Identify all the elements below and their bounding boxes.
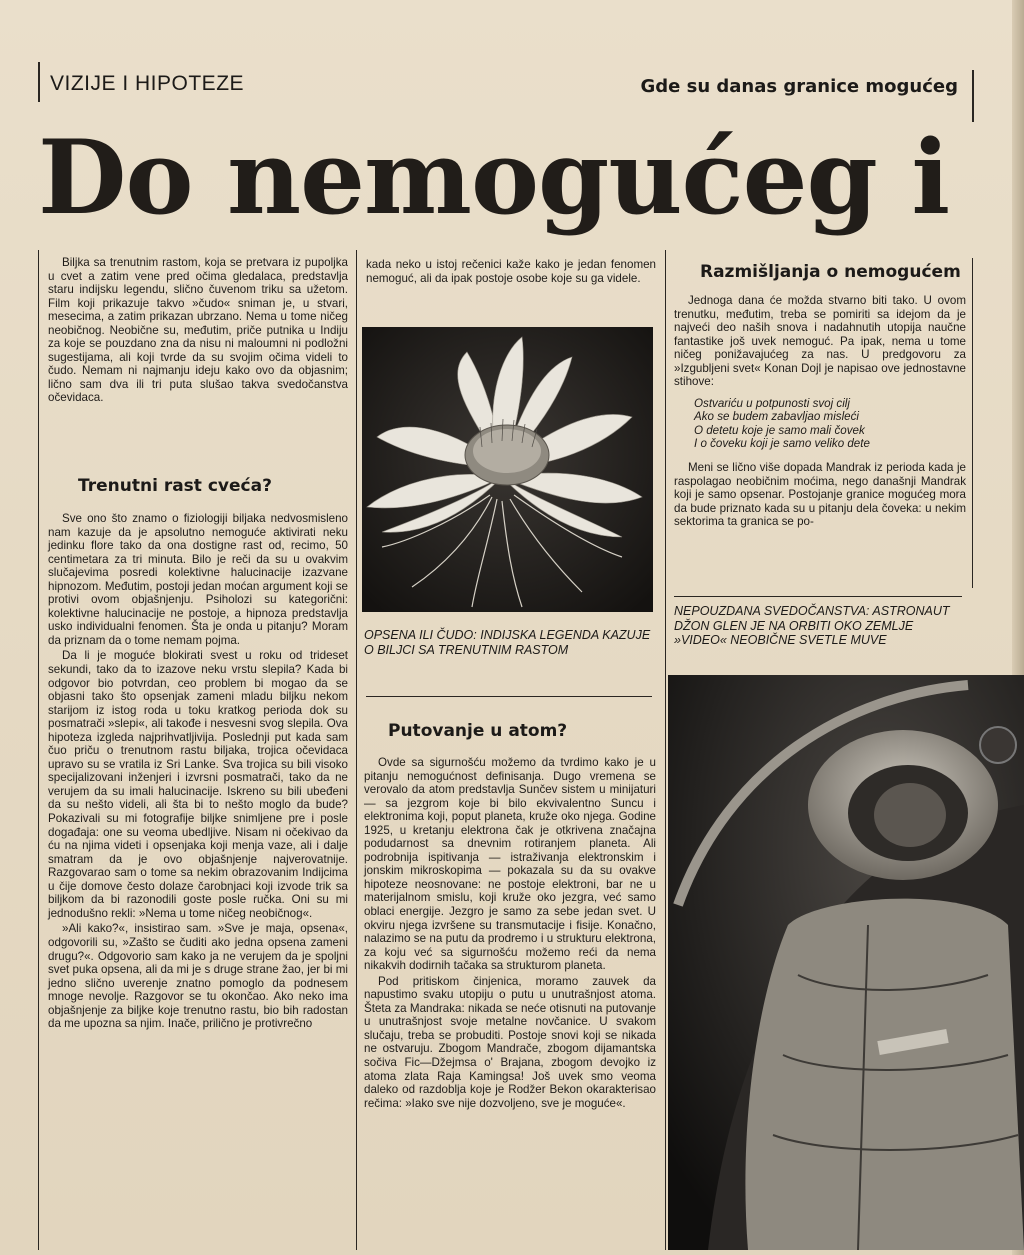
- astronaut-illustration: [668, 675, 1024, 1250]
- col1-paragraph-2: Da li je moguće blokirati svest u roku od trideset sekundi, tako da to izazove neku vrstu slepila? Kada bi odgovor bio potvrdan, ceo problem bi mogao da se objasni tako što opsenjak zameni mladu biljku nekom starijom iz istog roda u toku kratkog perioda dok su posmatrači »slepi«, ali takođe i nesvesni svog slepila. Ova hipoteza izgleda najprihvatljivija. Poslednji put kada sam čuo priču o trenutnom rastu biljaka, trojica očevidaca upravo su se vratila iz Sri Lanke. Sva trojica su bili visoko specijalizovani inženjeri i izvrsni posmatrači, tako da ne verujem da su imali halucinacije. Iskreno su bili ubeđeni da su nešto videli, ali šta bi to nešto moglo da bude? Pokazivali su mi fotografije biljke snimljene pre i posle događaja: one su veoma ubedljive. Nisam ni očekivao da ću na njima videti i opsenjaka koji menja vaze, ali i dalje smatram da je ovo objašnjenje najverovatnije. Razgovarao sam o tome sa nekim obrazovanim Indijcima u čije domove često dolaze čarobnjaci koji izvode trik sa biljkom da bi razonodili goste posle ručka. Oni su mi jednodušno rekli: »Nema u tome ničeg neobičnog«.: [48, 649, 348, 920]
- kicker-rule: [972, 70, 974, 122]
- col2-paragraph-2: Pod pritiskom činjenica, moramo zauvek da napustimo svaku utopiju o putu u unutrašnjost atoma. Šteta za Mandraka: nikada se neće otisnuti na putovanje u unutrašnjost svoje metalne novčanice. U svakom slučaju, treba se probuditi. Postoje snovi koji se nikada ne ostvaruju. Zbogom Mandrače, zbogom dijamantska sočiva Fic—Džejmsa o' Brajana, zbogom devojko iz atoma zlata Raja Kamingsa! Još uvek smo veoma daleko od razdoblja koje je Rodžer Bekon okarakterisao rečima: »Iako sve nije dozvoljeno, sve je moguće«.: [364, 974, 656, 1110]
- poem-block: [674, 397, 966, 451]
- col3-paragraph-1: Jednoga dana će možda stvarno biti tako. U ovom trenutku, međutim, treba se pomiriti sa idejom da je najveći deo naših snova i nadahnutih utopija naučne fantastike još uvek nemoguć. Pa ipak, nema u tome ničeg ponižavajućeg za nas. U predgovoru za »Izgubljeni svet« Konan Dojl je napisao ove jednostavne stihove:: [674, 294, 966, 389]
- col3-paragraph-2: Meni se lično više dopada Mandrak iz perioda kada je raspolagao neobičnim moćima, nego današnji Mandrak koji je samo opsenar. Postojanje granice mogućeg mora da bude priznato kada su u pitanju dela čoveka: u nekim sektorima ta granica se po-: [674, 461, 966, 529]
- subhead-trenutni-rast: Trenutni rast cveća?: [78, 476, 272, 496]
- column-rule-2: [665, 250, 666, 1250]
- col1-paragraph-3: »Ali kako?«, insistirao sam. »Sve je maja, opsena«, odgovorili su, »Zašto se čuditi ako jedna opsena zameni drugu?«. Odgovorio sam kako ja ne verujem da je spoljni svet puka opsena, ali da mi je s druge strane žao, jer bi mi jedno slično uverenje znatno pomoglo da podnesem mnoge nevolje. Razgovor se tu okončao. Ako neko ima objašnjenje za biljke koje trenutno rastu, bio bih radostan da me upozna sa njim. Inače, prilično je protivrečno: [48, 922, 348, 1031]
- poem-line: I o čoveku koji je samo veliko dete: [694, 437, 870, 451]
- poem-line: O detetu koje je samo mali čovek: [694, 423, 865, 437]
- column-rule-left: [38, 250, 39, 1250]
- poem-line: Ostvariću u potpunosti svoj cilj: [694, 396, 850, 410]
- kicker-title: Gde su danas granice mogućeg: [640, 76, 958, 97]
- subhead-razmisljanja: Razmišljanja o nemogućem: [700, 262, 961, 282]
- column-2-lead: [366, 258, 656, 287]
- column-1-body: [48, 512, 348, 1033]
- poem-line: Ako se budem zabavljao mislеći: [694, 410, 859, 424]
- headline: Do nemogućeg i: [38, 118, 950, 238]
- col3-caption-rule: [674, 596, 962, 597]
- astronaut-photo: [668, 675, 1024, 1250]
- subhead-putovanje-u-atom: Putovanje u atom?: [388, 721, 568, 741]
- intro-paragraph: Biljka sa trenutnim rastom, koja se pretvara iz pupoljka u cvet a zatim vene pred očima gledalaca, predstavlja staru indijsku legendu, slično čuvenom triku sa užetom. Film koji prikazuje takvo »čudo« sniman je, u stvari, mesecima, a zatim prikazan ubrzano. Nema u tome ničeg neobičnog. Neobične su, međutim, priče putnika u Indiju za koje se pouzdano zna da nisu ni maloumni ni podložni sugestijama, ali koji tvrde da su svojim očima videli to čudo. Nemam ni najmanju ideju kako ovo da objasnim; lično sam dva ili tri puta slušao takva svedočanstva očevidaca.: [48, 256, 348, 405]
- column-3-body: [674, 294, 966, 531]
- photo-caption-astronaut: NEPOUZDANA SVEDOČANSTVA: ASTRONAUT DŽON GLEN JE NA ORBITI OKO ZEMLJE »VIDEO« NEOBIČNE SVETLE MUVE: [674, 604, 950, 647]
- col2-lead-paragraph: kada neko u istoj rečenici kaže kako je jedan fenomen nemoguć, ali da ipak postoje osobe koje su ga videle.: [366, 258, 656, 285]
- col2-paragraph-1: Ovde sa sigurnošću možemo da tvrdimo kako je u pitanju nemogućnost definisanja. Dugo vremena se verovalo da atom predstavlja Sunčev sistem u minijaturi — sa jezgrom koje bi bilo ekvivalentno Suncu i elektronima koji, poput planeta, kruže oko njega. Godine 1925, u kretanju elektrona čak je otkrivena značajna podudarnost sa dnevnim rotiranjem planeta. Ali podrobnija ispitivanja — istraživanja elektronskim i jonskim mikroskopima — pokazala su da su ovakve hipoteze neosnovane: ne postoje elektroni, bar ne u materijalnom smislu, koji kruže oko jezgra, već samo oblaci energije. Jezgro je samo za sebe jedan svet. U okviru njega izvršene su transmutacije i fisije. Konačno, nalazimo se na putu da prodremo i u strukturu elektrona, za koju već sa sigurnošću možemo reći da nema nikakvih dodirnih tačaka sa strukturom planeta.: [364, 756, 656, 973]
- column-rule-1: [356, 250, 357, 1250]
- section-label: VIZIJE I HIPOTEZE: [50, 72, 245, 95]
- header-rule: [38, 62, 40, 102]
- column-2-body: [364, 756, 656, 1112]
- col1-paragraph-1: Sve ono što znamo o fiziologiji biljaka nedvosmisleno nam kazuje da je apsolutno nemoguće aktivirati neku jedinku flore tako da ona dostigne rast od, recimo, 50 centimetara za tri minuta. Bilo je reči da su u ovakvim slučajevima posredi kolektivne halucinacije izazvane hipnozom. Međutim, postoji jedan moćan argument koji se protivi ovom objašnjenju. Psiholozi su kategorični: kolektivne halucinacije ne postoje, a hipnoza predstavlja usko individualni fenomen. Šta je onda u pitanju? Moram da priznam da o tome nemam pojma.: [48, 512, 348, 647]
- column-rule-right: [972, 258, 973, 588]
- cactus-flower-photo: [362, 327, 653, 612]
- flower-illustration: [362, 327, 653, 612]
- caption-rule: [366, 696, 652, 697]
- column-1-intro: [48, 256, 348, 407]
- photo-caption-flower: OPSENA ILI ČUDO: INDIJSKA LEGENDA KAZUJE O BILJCI SA TRENUTNIM RASTOM: [364, 628, 651, 657]
